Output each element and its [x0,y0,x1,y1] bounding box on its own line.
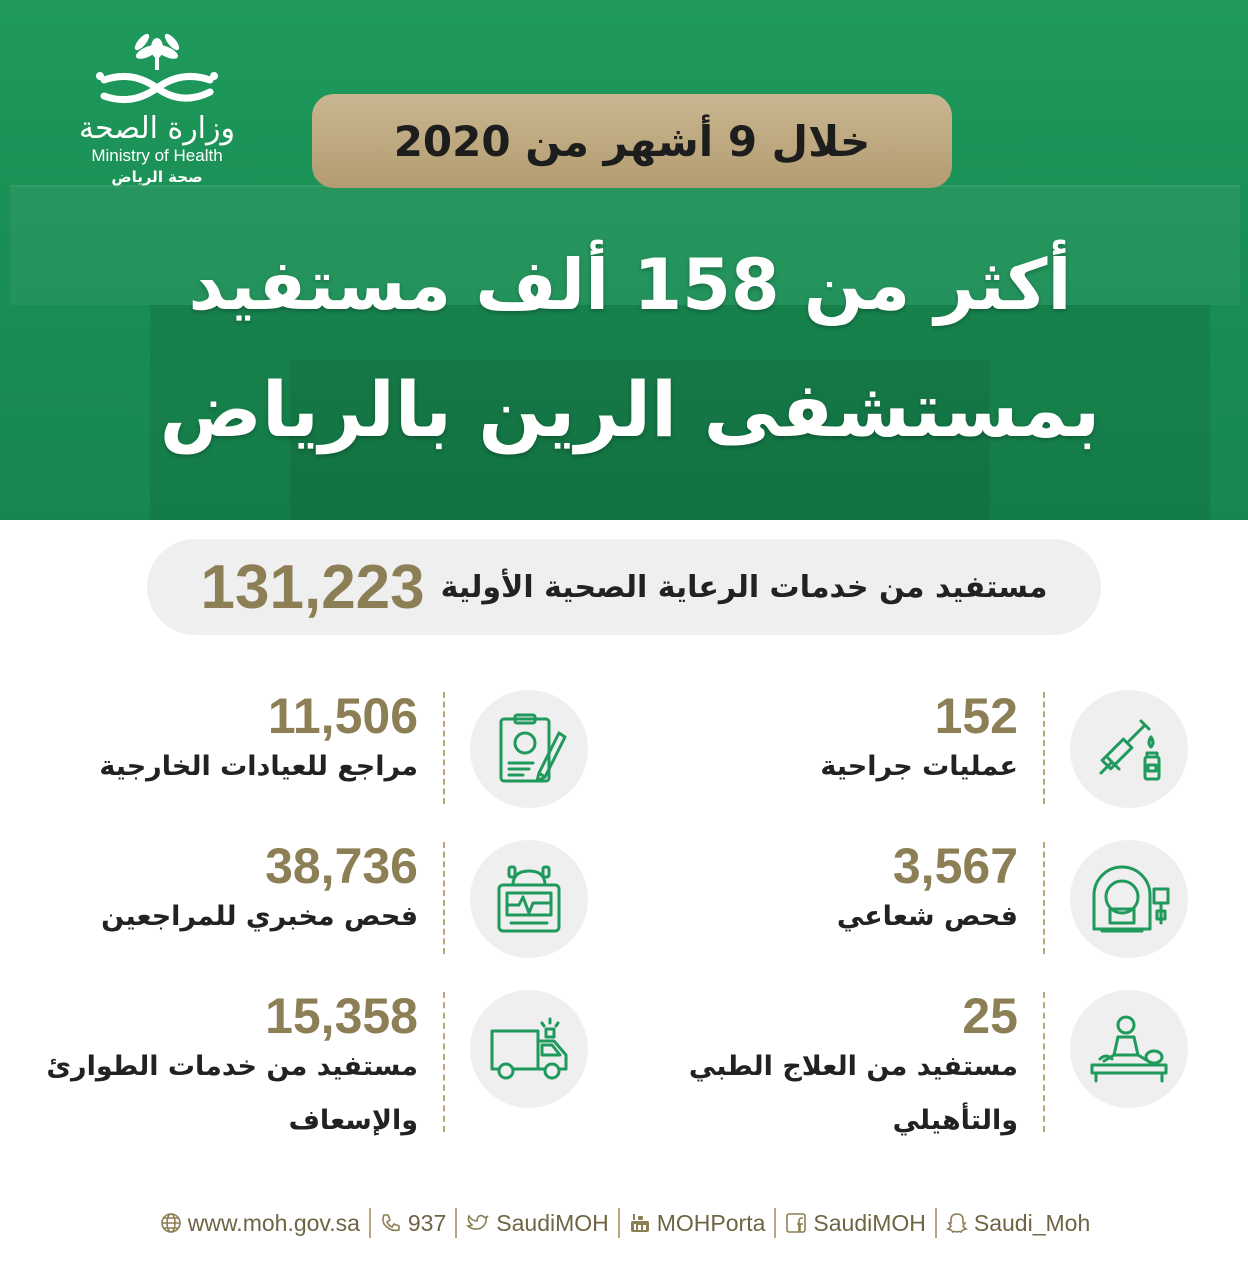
phone-icon [380,1212,402,1234]
stat-icon-circle [470,840,588,958]
footer-youtube-text: MOHPorta [656,1209,766,1236]
header-banner [0,0,1248,520]
facebook-icon [785,1212,807,1234]
footer-snapchat-text: Saudi_Moh [973,1209,1091,1236]
footer-phone-text: 937 [407,1209,447,1236]
stat-card-surgeries [628,690,1188,830]
stat-card-lab-tests [28,840,588,980]
footer-facebook[interactable] [776,1210,934,1237]
footer-contact-bar [110,1203,1140,1243]
headline-line-1: أكثر من 158 ألف مستفيد [188,244,1072,326]
stat-label-line-2: والإسعاف [288,1105,418,1136]
logo-arabic-name: وزارة الصحة [79,111,235,146]
mri-scanner-icon [1086,859,1172,939]
stat-card-radiology [628,840,1188,980]
stat-label-line-2: والتأهيلي [892,1105,1018,1136]
stat-card-emergency [28,990,588,1160]
stat-value: 38,736 [265,838,418,894]
ambulance-icon [486,1009,572,1089]
stat-icon-circle [470,690,588,808]
monitor-icon [489,859,569,939]
stat-label [0,1044,418,1144]
stat-divider [443,692,445,804]
summary-label: مستفيد من خدمات الرعاية الصحية الأولية [440,569,1048,605]
stat-label-line-1: مستفيد من العلاج الطبي [688,1051,1018,1082]
stat-divider [443,842,445,954]
logo-english-name: Ministry of Health [91,146,223,165]
footer-facebook-text: SaudiMOH [813,1209,926,1236]
stat-label: فحص مخبري للمراجعين [101,901,418,932]
period-badge: خلال 9 أشهر من 2020 [312,94,952,188]
footer-youtube[interactable] [620,1210,775,1237]
snapchat-icon [946,1212,968,1234]
syringe-icon [1089,709,1169,789]
footer-phone[interactable] [371,1210,455,1237]
footer-website[interactable] [151,1210,369,1237]
stat-label: فحص شعاعي [836,901,1018,932]
stat-icon-circle [1070,990,1188,1108]
stat-card-rehabilitation [628,990,1188,1160]
footer-twitter[interactable] [457,1210,617,1237]
footer-website-text: www.moh.gov.sa [187,1209,360,1236]
stat-value: 25 [962,988,1018,1044]
stat-value: 15,358 [265,988,418,1044]
youtube-icon [629,1212,651,1234]
ministry-logo [62,30,252,220]
stat-value: 3,567 [892,838,1018,894]
stat-label-line-1: مستفيد من خدمات الطوارئ [46,1051,418,1082]
footer-twitter-text: SaudiMOH [496,1209,609,1236]
stat-label: مراجع للعيادات الخارجية [99,751,418,782]
logo-region-name: صحة الرياض [111,168,203,186]
stat-card-outpatient [28,690,588,830]
physiotherapy-icon [1086,1009,1172,1089]
stat-value: 11,506 [267,688,418,744]
footer-snapchat[interactable] [937,1210,1099,1237]
summary-pill [147,539,1101,635]
stat-label: عمليات جراحية [820,751,1018,782]
stat-divider [1043,692,1045,804]
stat-label [598,1044,1018,1144]
summary-value: 131,223 [200,552,425,622]
stat-icon-circle [470,990,588,1108]
stat-icon-circle [1070,690,1188,808]
stat-value: 152 [934,688,1018,744]
stat-icon-circle [1070,840,1188,958]
globe-icon [160,1212,182,1234]
headline-line-2: بمستشفى الرين بالرياض [159,365,1101,454]
clipboard-icon [489,709,569,789]
stat-divider [1043,992,1045,1132]
palm-crest-icon [92,30,222,110]
twitter-icon [466,1212,490,1234]
stat-divider [443,992,445,1132]
stat-divider [1043,842,1045,954]
